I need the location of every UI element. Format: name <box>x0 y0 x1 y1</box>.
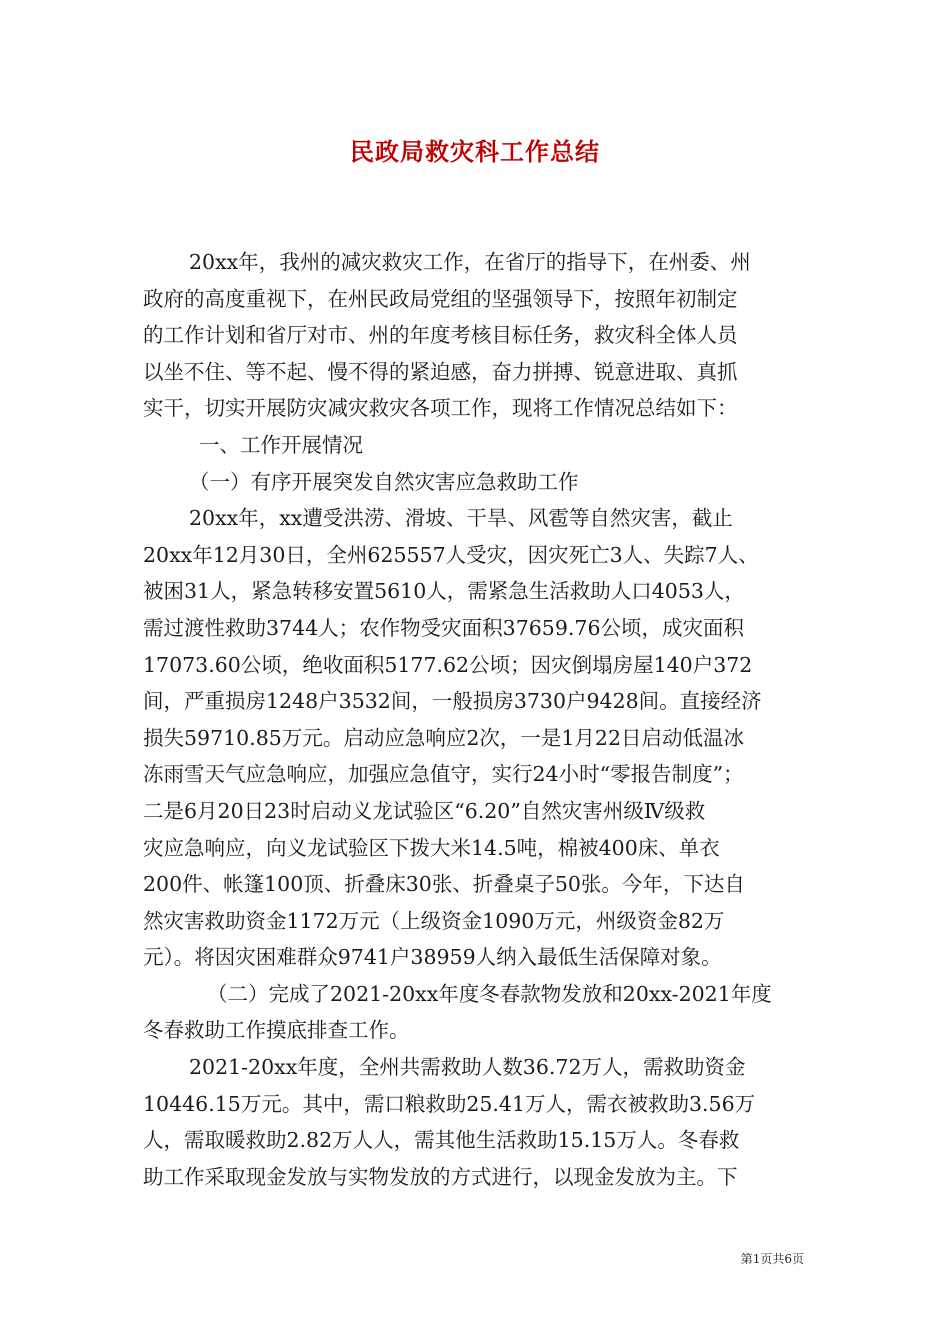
text-line: 然灾害救助资金1172万元（上级资金1090万元，州级资金82万 <box>143 908 725 933</box>
text-line: 元）。将因灾困难群众9741户38959人纳入最低生活保障对象。 <box>143 945 722 970</box>
text-line: 200件、帐篷100顶、折叠床30张、折叠桌子50张。今年，下达自 <box>143 872 745 897</box>
text-line: 间，严重损房1248户3532间，一般损房3730户9428间。直接经济 <box>143 689 762 714</box>
section-heading: 一、工作开展情况 <box>199 432 363 457</box>
text-line: 人，需取暖救助2.82万人人，需其他生活救助15.15万人。冬春救 <box>143 1128 740 1153</box>
text-line: 的工作计划和省厅对市、州的年度考核目标任务，救灾科全体人员 <box>143 323 738 348</box>
text-line: 二是6月20日23时启动义龙试验区“6.20”自然灾害州级Ⅳ级救 <box>143 798 706 823</box>
text-line: 以坐不住、等不起、慢不得的紧迫感，奋力拼搏、锐意进取、真抓 <box>143 359 738 384</box>
text-line: 助工作采取现金发放与实物发放的方式进行，以现金发放为主。下 <box>143 1164 738 1189</box>
document-body <box>143 244 809 1195</box>
text-line: 20xx年，xx遭受洪涝、滑坡、干旱、风雹等自然灾害，截止 <box>189 506 733 531</box>
subsection-heading: （二）完成了2021-20xx年度冬春款物发放和20xx-2021年度 <box>207 981 772 1006</box>
text-line: 被困31人，紧急转移安置5610人，需紧急生活救助人口4053人， <box>143 579 745 604</box>
text-line: 实干，切实开展防灾减灾救灾各项工作，现将工作情况总结如下： <box>143 396 738 421</box>
text-line: 灾应急响应，向义龙试验区下拨大米14.5吨，棉被400床、单衣 <box>143 835 720 860</box>
text-line: 损失59710.85万元。启动应急响应2次，一是1月22日启动低温冰 <box>143 725 744 750</box>
text-line: 17073.60公顷，绝收面积5177.62公顷；因灾倒塌房屋140户372 <box>143 652 753 677</box>
document-title: 民政局救灾科工作总结 <box>350 137 600 166</box>
text-line: 2021-20xx年度，全州共需救助人数36.72万人，需救助资金 <box>189 1055 746 1080</box>
text-line: 10446.15万元。其中，需口粮救助25.41万人，需衣被救助3.56万 <box>143 1091 756 1116</box>
text-line: 冬春救助工作摸底排查工作。 <box>143 1018 410 1043</box>
subsection-heading: （一）有序开展突发自然灾害应急救助工作 <box>189 469 579 494</box>
text-line: 需过渡性救助3744人；农作物受灾面积37659.76公顷，成灾面积 <box>143 615 744 640</box>
page-number-footer: 第1页共6页 <box>740 1252 804 1266</box>
text-line: 20xx年，我州的减灾救灾工作，在省厅的指导下，在州委、州 <box>189 250 751 274</box>
text-line: 冻雨雪天气应急响应，加强应急值守，实行24小时“零报告制度”； <box>143 762 744 787</box>
text-line: 政府的高度重视下，在州民政局党组的坚强领导下，按照年初制定 <box>143 286 738 311</box>
text-line: 20xx年12月30日，全州625557人受灾，因灾死亡3人、失踪7人、 <box>143 542 759 567</box>
